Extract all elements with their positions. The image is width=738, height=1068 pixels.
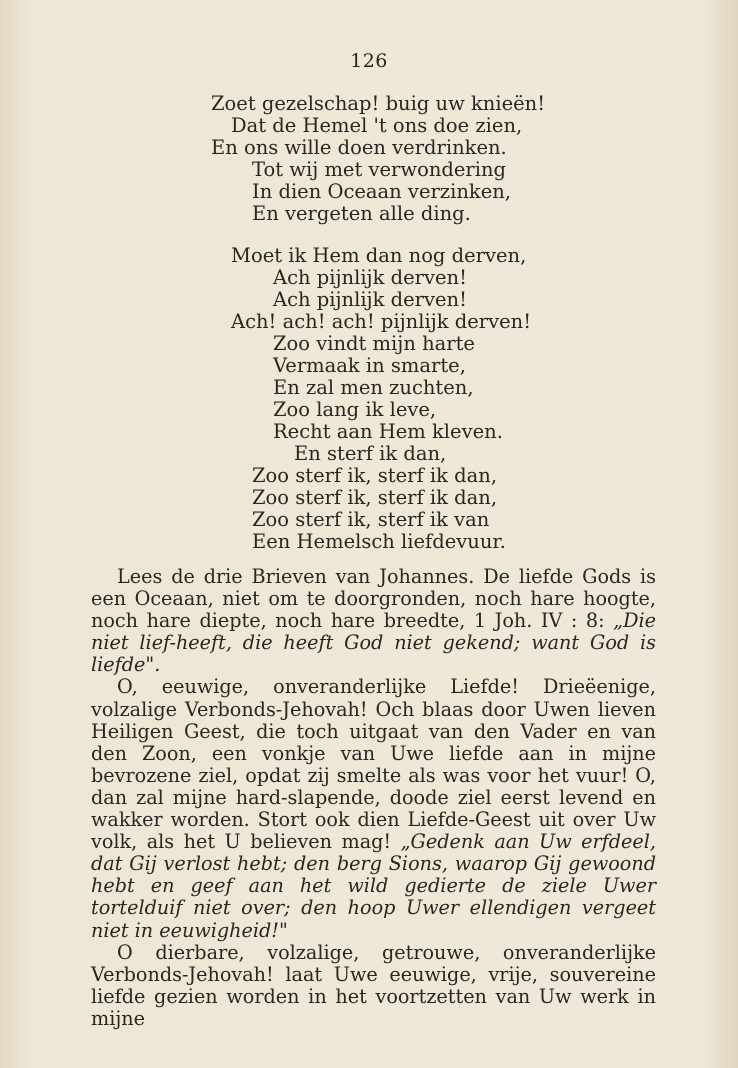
paragraph-text: O dierbare, volzalige, getrouwe, onveranderlijke Verbonds-Jehovah! laat Uwe eeuwige, vrije, souvereine liefde gezien worden in het voortzetten van Uw werk in mijne [91,940,656,1030]
poem-line: Zoet gezelschap! buig uw knieën! [211,92,546,115]
poem-line: Recht aan Hem kleven. [273,420,503,443]
poem-line: En zal men zuchten, [273,376,474,399]
poem-line: Zoo lang ik leve, [273,398,437,421]
poem-line: En ons wille doen verdrinken. [211,136,507,159]
poem-line: Zoo sterf ik, sterf ik dan, [252,486,498,509]
poem-line: Een Hemelsch liefdevuur. [252,530,506,553]
paragraph [91,566,656,676]
paragraph [91,942,656,1030]
prose-body [91,566,656,1030]
poem-line: Ach pijnlijk derven! [273,266,467,289]
poem-line: En sterf ik dan, [294,442,447,465]
scripture-quote: „Die niet lief-heeft, die heeft God niet gekend; want God is liefde". [91,609,656,677]
poem-line: Zoo sterf ik, sterf ik dan, [252,464,498,487]
paragraph-text: O, eeuwige, onveranderlijke Liefde! Drieëenige, volzalige Verbonds-Jehovah! Och blaas door Uwen lieven Heiligen Geest, die toch uitgaat van den Vader en van den Zoon, een vonkje van Uwe liefde aan in mijne bevrozene ziel, opdat zij smelte als was voor het vuur! O, dan zal mijne hard-slapende, doode ziel eerst levend en wakker worden. Stort ook dien Liefde-Geest uit over Uw volk, als het U believen mag! [91,675,656,854]
poem-line: Dat de Hemel 't ons doe zien, [231,114,523,137]
poem-line: Moet ik Hem dan nog derven, [231,244,527,267]
poem-line: En vergeten alle ding. [252,202,471,225]
paragraph [91,676,656,941]
poem-line: In dien Oceaan verzinken, [252,180,511,203]
poem-line: Ach pijnlijk derven! [273,288,467,311]
scripture-quote: „Gedenk aan Uw erfdeel, dat Gij verlost hebt; den berg Sions, waarop Gij gewoond hebt en geef aan het wild gedierte de ziele Uwer tortelduif niet over; den hoop Uwer ellendigen vergeet niet in eeuwigheid!" [91,830,656,942]
poem-line: Zoo vindt mijn harte [273,332,475,355]
poem-line: Vermaak in smarte, [273,354,466,377]
poem-line: Zoo sterf ik, sterf ik van [252,508,490,531]
page-number: 126 [350,50,388,72]
poem-line: Tot wij met verwondering [252,158,506,181]
paragraph-text: Lees de drie Brieven van Johannes. De liefde Gods is een Oceaan, niet om te doorgronden, noch hare hoogte, noch hare diepte, noch hare breedte, 1 Joh. IV : 8: [91,565,656,633]
poem-line: Ach! ach! ach! pijnlijk derven! [231,310,532,333]
